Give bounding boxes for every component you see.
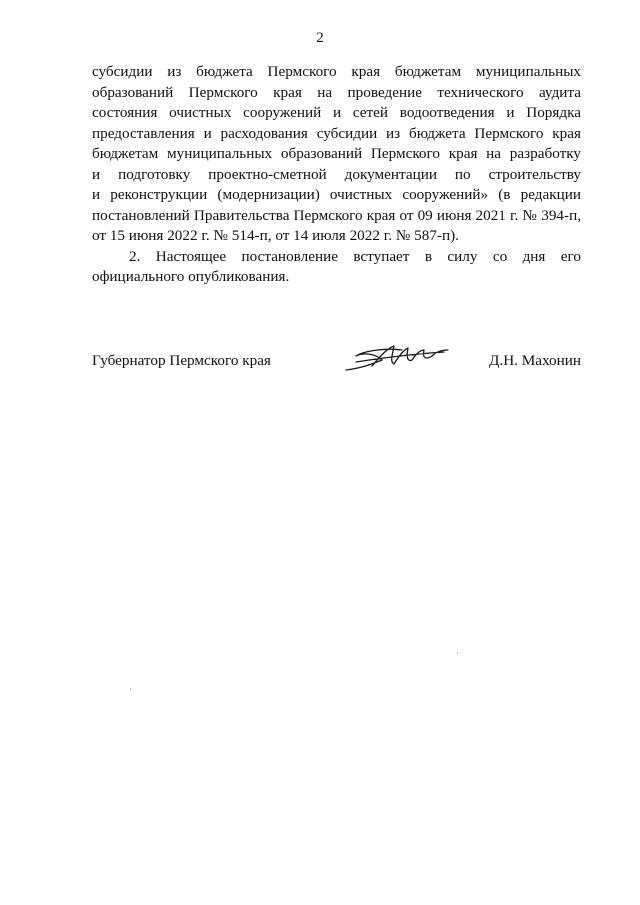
body-line-6: и подготовку проектно-сметной документации по строительству — [92, 165, 581, 183]
paragraph-2-line-1: 2. Настоящее постановление вступает в силу со дня его — [129, 247, 581, 265]
paragraph-2-line-2: официального опубликования. — [92, 268, 290, 285]
body-line-2: образований Пермского края на проведение технического аудита — [92, 83, 581, 101]
body-line-3: состояния очистных сооружений и сетей водоотведения и Порядка — [92, 104, 581, 121]
body-line-4: предоставления и расходования субсидии из бюджета Пермского края — [92, 124, 581, 142]
body-line-1: субсидии из бюджета Пермского края бюджетам муниципальных — [92, 63, 581, 80]
body-line-8: постановлений Правительства Пермского края от 09 июня 2021 г. № 394-п, — [92, 206, 581, 224]
body-line-9: от 15 июня 2022 г. № 514-п, от 14 июля 2022 г. № 587-п). — [92, 227, 459, 244]
handwritten-signature — [342, 340, 452, 376]
body-line-7: и реконструкции (модернизации) очистных сооружений» (в редакции — [92, 186, 581, 203]
page-number: 2 — [316, 30, 324, 46]
signatory-position: Губернатор Пермского края — [92, 352, 271, 369]
body-line-5: бюджетам муниципальных образований Пермского края на разработку — [92, 145, 581, 162]
scan-speck — [457, 652, 458, 654]
signature-block — [92, 340, 581, 380]
document-body — [92, 62, 581, 288]
signatory-name: Д.Н. Махонин — [489, 352, 581, 369]
scan-speck — [130, 688, 131, 690]
